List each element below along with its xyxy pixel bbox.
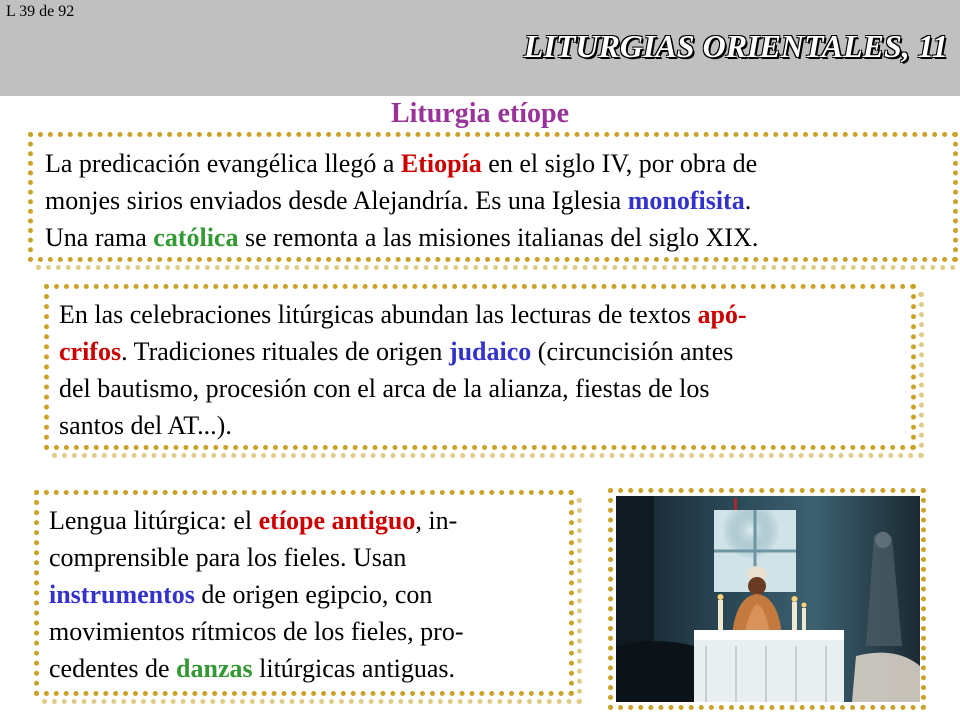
highlighted-term: judaico [448, 337, 532, 366]
slide-counter: L 39 de 92 [6, 3, 75, 20]
text-segment: santos del AT...). [59, 411, 232, 440]
text-segment: Lengua litúrgica: el [49, 506, 259, 535]
highlighted-term: etíope antiguo [258, 506, 416, 535]
highlighted-term: crifos [59, 337, 122, 366]
text-line [49, 576, 464, 613]
text-segment: comprensible para los fieles. Usan [49, 543, 407, 572]
text-line [59, 407, 747, 444]
text-box-2 [44, 284, 916, 450]
photo-ethiopian-liturgy-icon [616, 496, 920, 702]
text-line [59, 296, 747, 333]
text-segment: . [744, 186, 752, 215]
box1-text [45, 145, 758, 256]
text-line [45, 182, 758, 219]
text-segment: del bautismo, procesión con el arca de la alianza, fiestas de los [59, 374, 710, 403]
text-line [49, 650, 464, 687]
text-line [45, 145, 758, 182]
highlighted-term: monofisita [627, 186, 745, 215]
text-segment: cedentes de [49, 654, 177, 683]
text-box-1 [28, 132, 958, 262]
text-segment: . Tradiciones rituales de origen [121, 337, 449, 366]
text-segment: , in- [415, 506, 458, 535]
text-line [49, 613, 464, 650]
text-line [59, 333, 747, 370]
text-segment: se remonta a las misiones italianas del siglo XIX. [238, 223, 759, 252]
text-segment: monjes sirios enviados desde Alejandría. Es una Iglesia [45, 186, 628, 215]
text-segment: (circuncisión antes [531, 337, 734, 366]
text-line [59, 370, 747, 407]
box3-text [49, 502, 464, 687]
highlighted-term: Etiopía [400, 149, 482, 178]
text-segment: Una rama [45, 223, 154, 252]
text-segment: litúrgicas antiguas. [252, 654, 456, 683]
highlighted-term: apó- [697, 300, 747, 329]
text-box-3 [34, 490, 574, 696]
text-segment: La predicación evangélica llegó a [45, 149, 401, 178]
text-segment: En las celebraciones litúrgicas abundan las lecturas de textos [59, 300, 698, 329]
slide-header-title: LITURGIAS ORIENTALES, 11 [523, 28, 948, 64]
highlighted-term: católica [153, 223, 239, 252]
text-line [45, 219, 758, 256]
highlighted-term: instrumentos [49, 580, 195, 609]
text-segment: movimientos rítmicos de los fieles, pro- [49, 617, 464, 646]
text-line [49, 502, 464, 539]
liturgy-photo [616, 496, 920, 702]
text-segment: de origen egipcio, con [194, 580, 433, 609]
text-line [49, 539, 464, 576]
box2-text [59, 296, 747, 444]
text-segment: en el siglo IV, por obra de [481, 149, 758, 178]
section-title: Liturgia etíope [390, 98, 570, 129]
slide-header [0, 0, 960, 96]
highlighted-term: danzas [176, 654, 253, 683]
